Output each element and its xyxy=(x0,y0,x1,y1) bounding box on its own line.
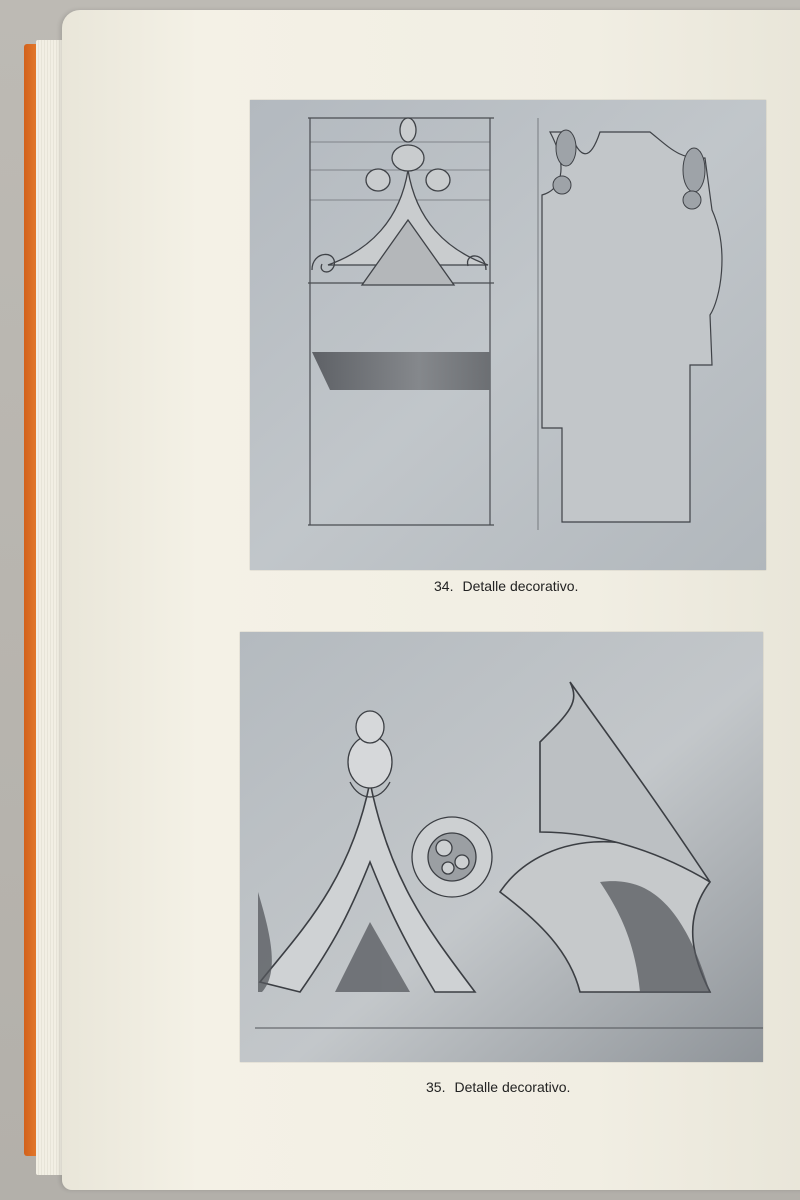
figure-35-number: 35. xyxy=(426,1079,446,1095)
figure-35-caption xyxy=(426,1079,570,1095)
figure-34-caption xyxy=(434,578,578,594)
figure-35-image xyxy=(240,632,763,1062)
figure-34-image xyxy=(250,100,766,570)
figure-35-text: Detalle decorativo. xyxy=(454,1079,571,1095)
figure-34-text: Detalle decorativo. xyxy=(462,578,579,594)
figure-34-number: 34. xyxy=(434,578,454,594)
